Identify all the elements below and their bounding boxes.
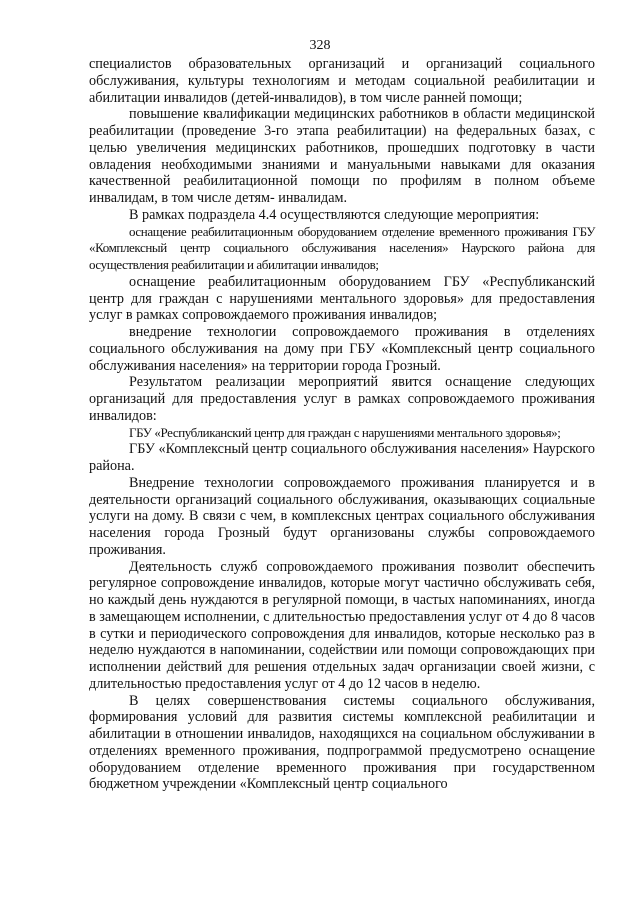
paragraph-9: ГБУ «Комплексный центр социального обслуживания населения» Наурского района. — [89, 441, 595, 474]
paragraph-3: В рамках подраздела 4.4 осуществляются следующие мероприятия: — [129, 206, 540, 223]
paragraph-8: ГБУ «Республиканский центр для граждан с нарушениями ментального здоровья»; — [129, 424, 561, 440]
paragraph-6: внедрение технологии сопровождаемого проживания в отделениях социального обслуживания на дому при ГБУ «Комплексный центр социального обслуживания населения» на территории города Грозный. — [89, 324, 595, 374]
paragraph-1: специалистов образовательных организаций и организаций социального обслуживания, культуры технологиям и методам социальной реабилитации и абилитации инвалидов (детей-инвалидов), в том числе ранней помощи; — [89, 56, 595, 106]
paragraph-12: В целях совершенствования системы социального обслуживания, формирования условий для развития системы комплексной реабилитации и абилитации в отношении инвалидов, находящихся на социальном обслуживании в отделениях временного проживания, подпрограммой предусмотрено оснащение оборудованием отделение временного проживания при государственном бюджетном учреждении «Комплексный центр социального — [89, 692, 595, 793]
paragraph-10: Внедрение технологии сопровождаемого проживания планируется и в деятельности организаций социального обслуживания, оказывающих социальные услуги на дому. В связи с чем, в комплексных центрах социального обслуживания населения города Грозный будут организованы службы сопровождаемого проживания. — [89, 474, 595, 558]
page-number: 328 — [309, 38, 331, 53]
document-body — [89, 56, 595, 793]
paragraph-5: оснащение реабилитационным оборудованием ГБУ «Республиканский центр для граждан с нарушениями ментального здоровья» для предоставления услуг в рамках сопровождаемого проживания инвалидов; — [89, 273, 595, 324]
paragraph-2: повышение квалификации медицинских работников в области медицинской реабилитации (проведение 3-го этапа реабилитации) на федеральных базах, с целью увеличения медицинских работников, прошедших подготовку в части овладения необходимыми знаниями и мануальными навыками для оказания качественной реабилитационной помощи по профилям в полном объеме инвалидам, в том числе детям- инвалидам. — [89, 106, 595, 206]
paragraph-11: Деятельность служб сопровождаемого проживания позволит обеспечить регулярное сопровождение инвалидов, которые могут частично обслуживать себя, но каждый день нуждаются в регулярной помощи, в частых напоминаниях, иногда в замещающем исполнении, с длительностью предоставления услуг от 4 до 8 часов в сутки и периодического сопровождения для инвалидов, которые несколько раз в неделю нуждаются в напоминании, содействии или помощи сопровождающих при исполнении действий для решения отдельных задач организации своей жизни, с длительностью предоставления услуг от 4 до 12 часов в неделю. — [89, 558, 595, 692]
paragraph-7: Результатом реализации мероприятий явится оснащение следующих организаций для предоставления услуг в рамках сопровождаемого проживания инвалидов: — [89, 374, 595, 424]
paragraph-4: оснащение реабилитационным оборудованием отделение временного проживания ГБУ «Комплексный центр социального обслуживания населения» Наурского района для осуществления реабилитации и абилитации инвалидов; — [89, 223, 595, 272]
